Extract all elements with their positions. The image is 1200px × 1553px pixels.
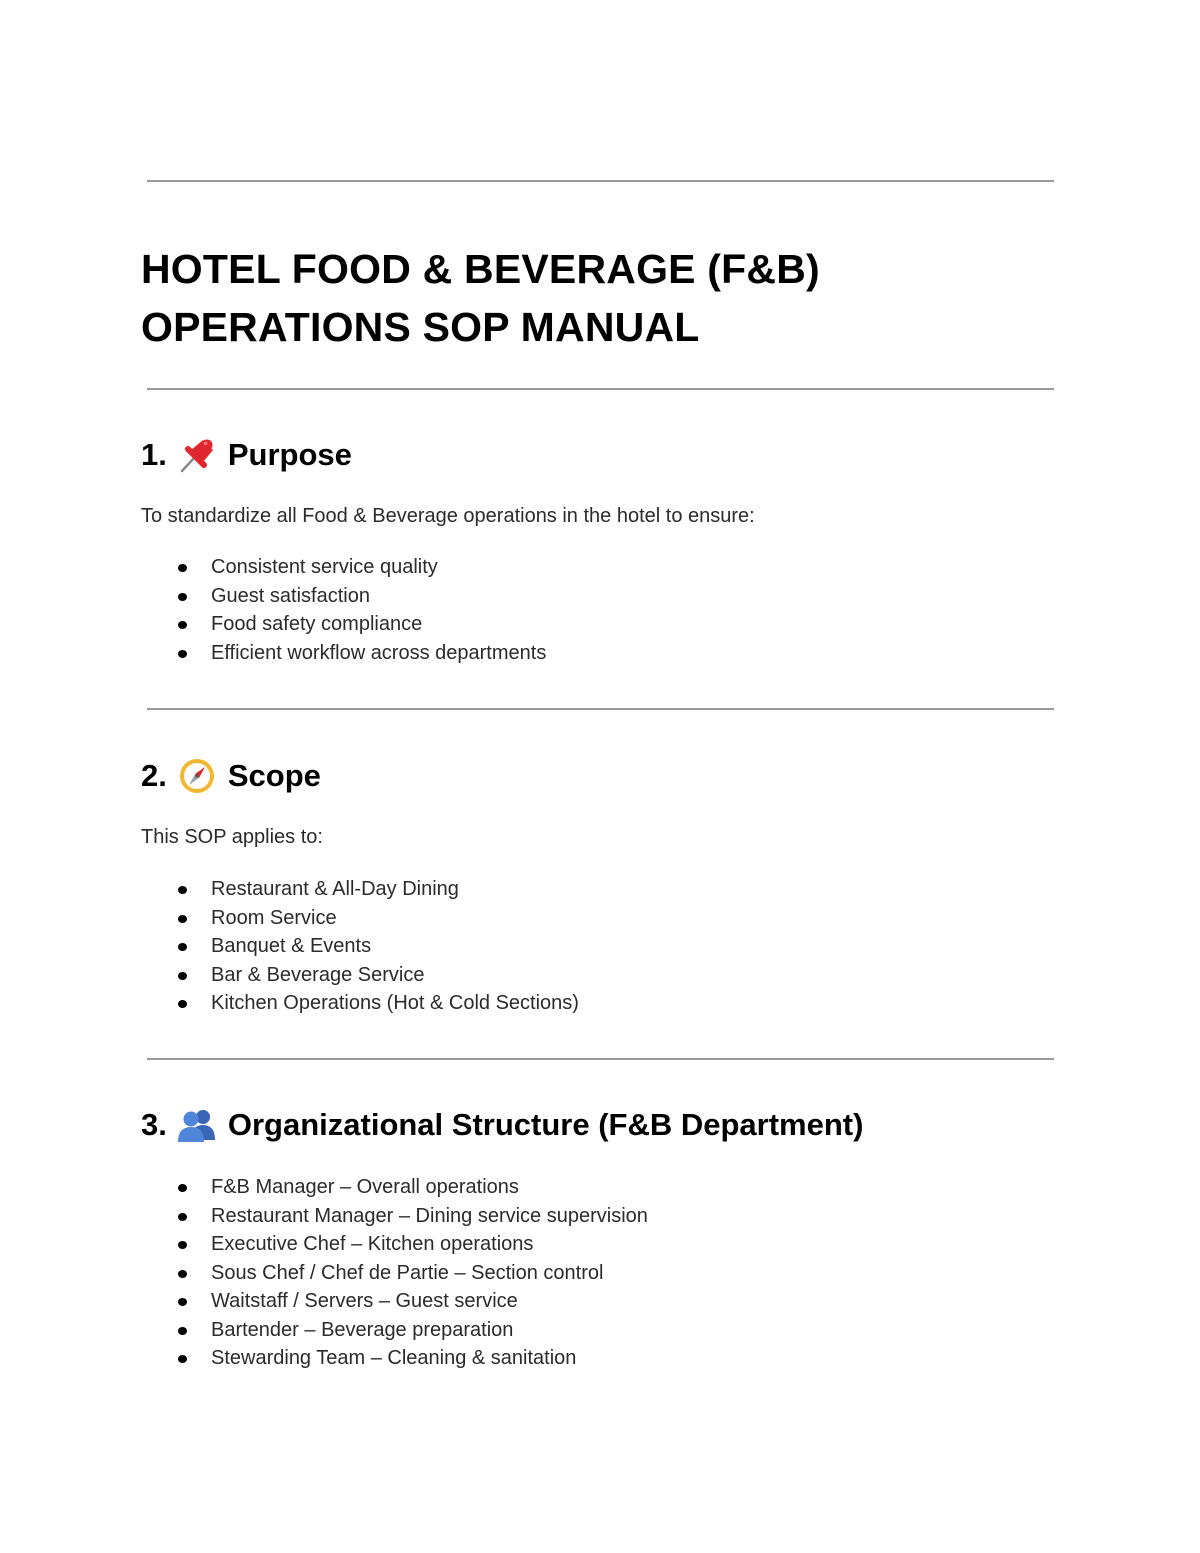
section-heading-scope xyxy=(141,757,321,795)
horizontal-divider xyxy=(147,180,1054,182)
section-number: 1. xyxy=(141,437,167,472)
section-title: Organizational Structure (F&B Department) xyxy=(227,1107,864,1142)
horizontal-divider xyxy=(147,388,1054,390)
list-item: Guest satisfaction xyxy=(0,582,546,611)
compass-icon xyxy=(177,757,217,795)
pushpin-icon xyxy=(177,436,217,474)
section-intro: This SOP applies to: xyxy=(141,826,323,848)
list-item: Bartender – Beverage preparation xyxy=(0,1316,648,1345)
list-item: Kitchen Operations (Hot & Cold Sections) xyxy=(0,989,579,1018)
list-item: Sous Chef / Chef de Partie – Section control xyxy=(0,1259,648,1288)
document-title xyxy=(141,240,820,356)
list-item: Executive Chef – Kitchen operations xyxy=(0,1230,648,1259)
section-heading-purpose xyxy=(141,436,352,474)
title-line-1: HOTEL FOOD & BEVERAGE (F&B) xyxy=(141,246,820,292)
list-item: Bar & Beverage Service xyxy=(0,961,579,990)
list-item: Food safety compliance xyxy=(0,610,546,639)
list-item: Restaurant Manager – Dining service supervision xyxy=(0,1202,648,1231)
section-title: Purpose xyxy=(227,437,352,472)
title-line-2: OPERATIONS SOP MANUAL xyxy=(141,304,700,350)
list-item: Stewarding Team – Cleaning & sanitation xyxy=(0,1344,648,1373)
organizational-structure-list xyxy=(0,1173,648,1373)
section-heading-organizational-structure xyxy=(141,1106,863,1144)
section-number: 3. xyxy=(141,1107,167,1142)
people-icon xyxy=(177,1106,217,1144)
list-item: Consistent service quality xyxy=(0,553,546,582)
purpose-list xyxy=(0,553,546,667)
list-item: Waitstaff / Servers – Guest service xyxy=(0,1287,648,1316)
list-item: Restaurant & All-Day Dining xyxy=(0,875,579,904)
section-intro: To standardize all Food & Beverage operations in the hotel to ensure: xyxy=(141,505,755,527)
horizontal-divider xyxy=(147,708,1054,710)
list-item: F&B Manager – Overall operations xyxy=(0,1173,648,1202)
section-number: 2. xyxy=(141,758,167,793)
list-item: Room Service xyxy=(0,904,579,933)
scope-list xyxy=(0,875,579,1018)
list-item: Efficient workflow across departments xyxy=(0,639,546,668)
horizontal-divider xyxy=(147,1058,1054,1060)
section-title: Scope xyxy=(227,758,321,793)
list-item: Banquet & Events xyxy=(0,932,579,961)
